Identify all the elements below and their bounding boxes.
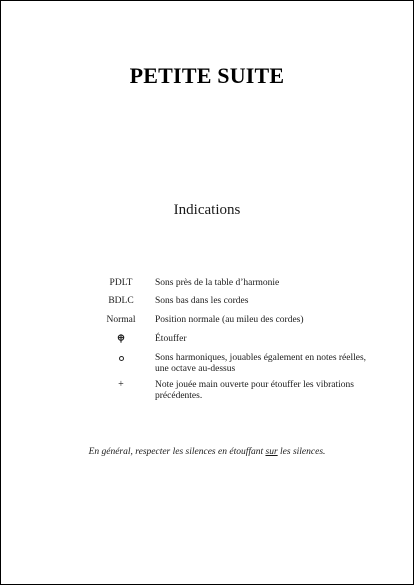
legend-description: Étouffer [155,334,187,344]
legend-term: PDLT [109,278,133,288]
general-note-underlined-word: sur [265,447,278,457]
legend-description: Position normale (au mileu des cordes) [155,315,304,325]
legend-term: Normal [106,315,136,325]
etouffer-symbol-icon [117,334,125,343]
legend-description: Sons bas dans les cordes [155,296,249,306]
legend-description-line1: Sons harmoniques, jouables également en notes réelles, [155,353,367,363]
general-note-text-end: les silences. [277,447,326,457]
legend-description: Sons près de la table d’harmonie [155,278,280,288]
legend-description-line1: Note jouée main ouverte pour étouffer les vibrations [155,380,354,390]
general-note-text-start: En général, respecter les silences en étouffant [88,447,266,457]
harmonic-circle-icon [119,356,124,361]
legend-description-line2: une octave au-dessus [155,364,236,374]
piece-title: PETITE SUITE [129,63,285,88]
legend-description-line2: précédentes. [155,391,203,401]
section-heading: Indications [173,202,241,218]
plus-sign-icon: + [118,379,124,390]
legend-term: BDLC [108,296,134,306]
general-note [1,447,413,457]
